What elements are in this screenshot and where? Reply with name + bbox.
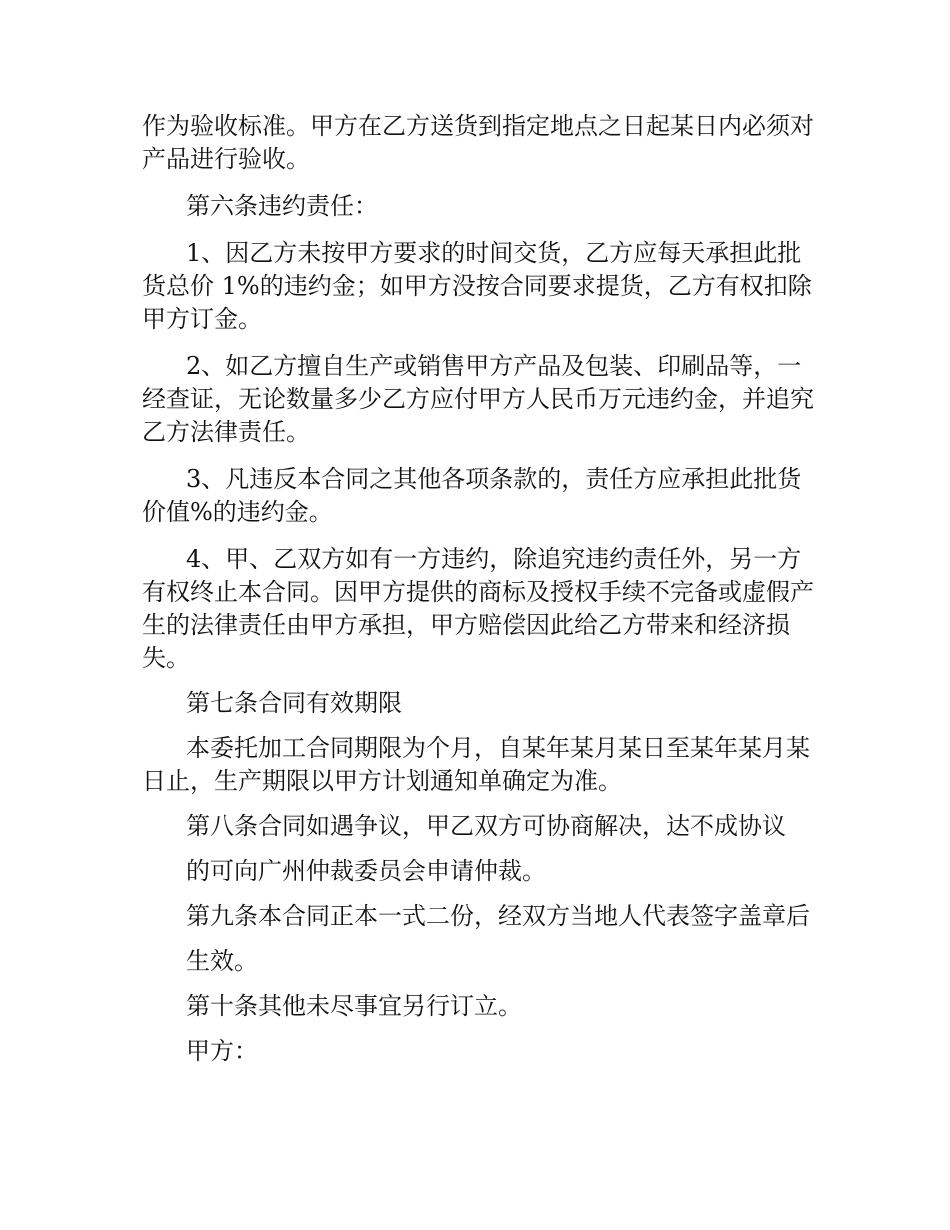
paragraph-clause-4: 4、甲、乙双方如有一方违约，除追究违约责任外，另一方有权终止本合同。因甲方提供的商标及授权手续不完备或虚假产生的法律责任由甲方承担，甲方赔偿因此给乙方带来和经济损失。 bbox=[142, 545, 814, 672]
paragraph-clause-1: 1、因乙方未按甲方要求的时间交货，乙方应每天承担此批货总价 1%的违约金；如甲方没按合同要求提货，乙方有权扣除甲方订金。 bbox=[142, 239, 812, 333]
paragraph-clause-3: 3、凡违反本合同之其他各项条款的，责任方应承担此批货价值%的违约金。 bbox=[142, 465, 802, 526]
paragraph-clause-2: 2、如乙方擅自生产或销售甲方产品及包装、印刷品等，一经查证，无论数量多少乙方应付甲方人民币万元违约金，并追究乙方法律责任。 bbox=[142, 352, 814, 446]
document-body bbox=[142, 110, 822, 1068]
paragraph-acceptance: 作为验收标准。甲方在乙方送货到指定地点之日起某日内必须对产品进行验收。 bbox=[142, 112, 814, 173]
party-a-label: 甲方： bbox=[186, 1037, 258, 1065]
heading-article-7: 第七条合同有效期限 bbox=[186, 689, 402, 717]
heading-article-6: 第六条违约责任： bbox=[186, 192, 378, 220]
paragraph-article-8: 第八条合同如遇争议，甲乙双方可协商解决，达不成协议 bbox=[186, 812, 786, 840]
paragraph-article-8-cont: 的可向广州仲裁委员会申请仲裁。 bbox=[186, 857, 546, 885]
paragraph-article-9: 第九条本合同正本一式二份，经双方当地人代表签字盖章后 bbox=[186, 902, 810, 930]
paragraph-article-9-cont: 生效。 bbox=[186, 947, 258, 975]
paragraph-article-10: 第十条其他未尽事宜另行订立。 bbox=[186, 992, 522, 1020]
paragraph-term: 本委托加工合同期限为个月，自某年某月某日至某年某月某日止，生产期限以甲方计划通知单确定为准。 bbox=[142, 734, 810, 795]
